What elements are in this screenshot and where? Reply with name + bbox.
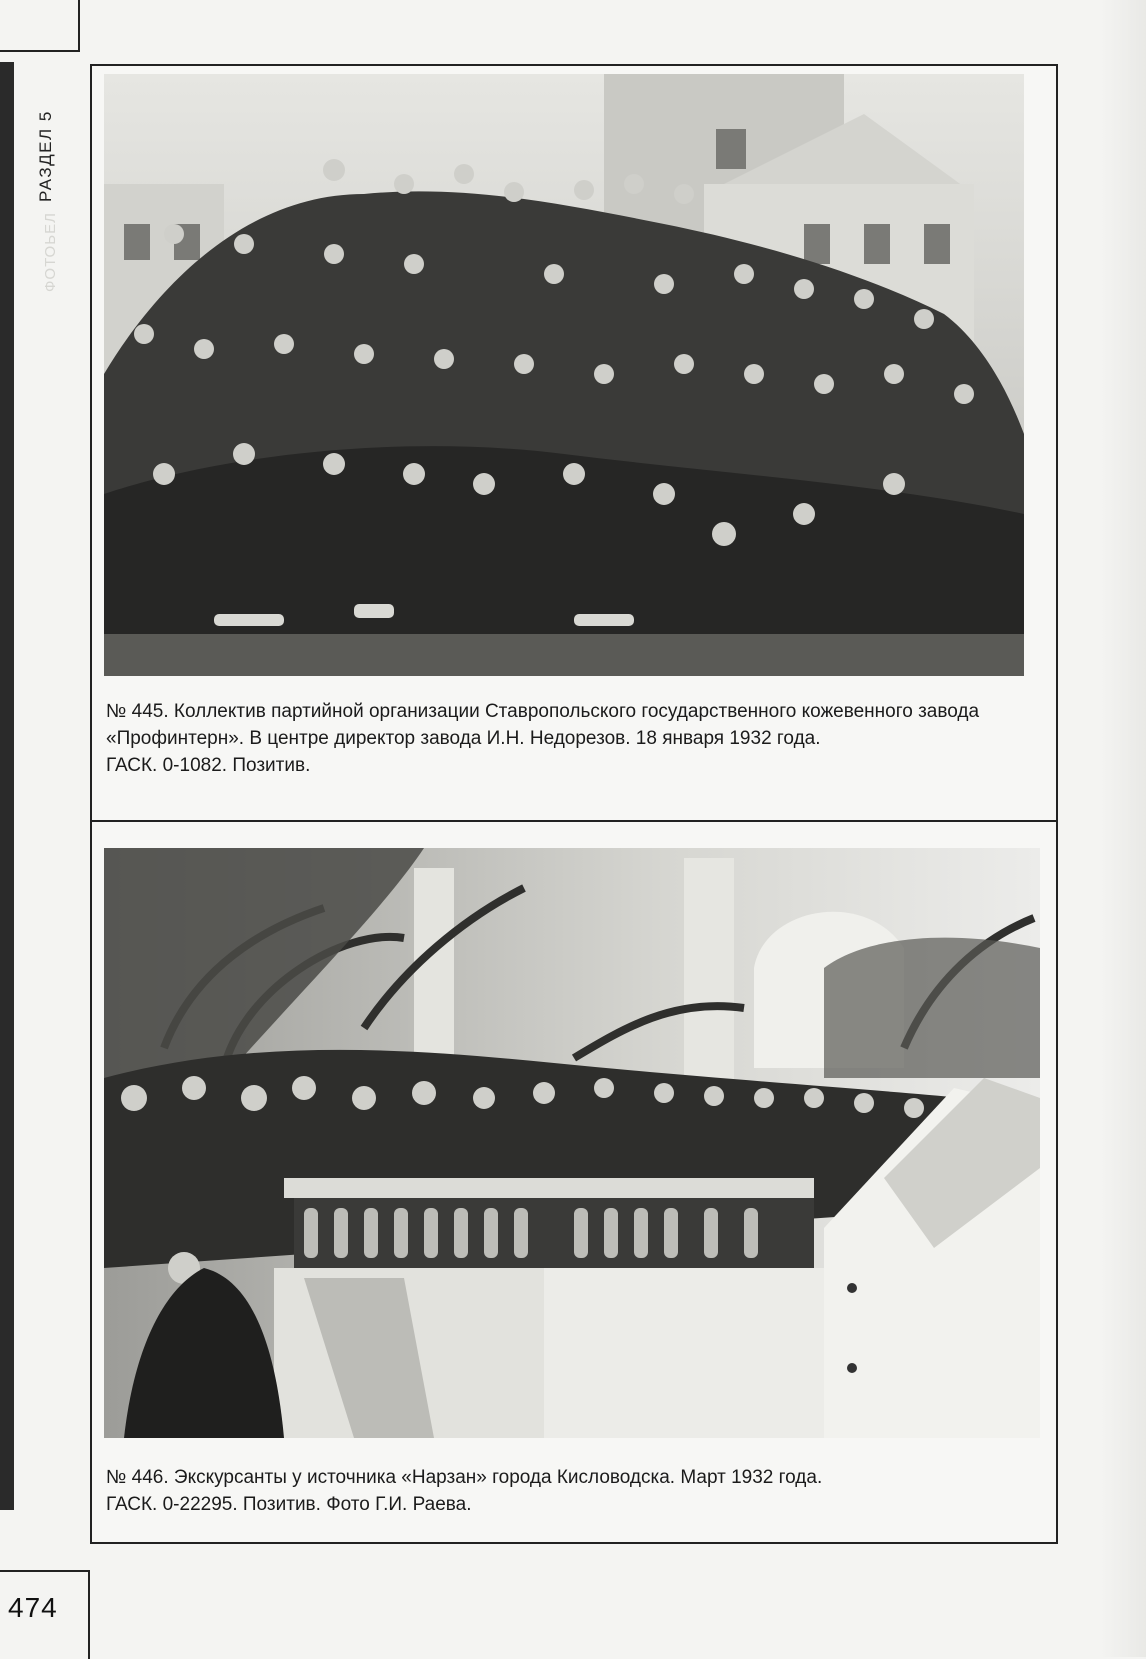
caption-445-text: № 445. Коллектив партийной организации Ставропольского государственного кожевенного завода «Профинтерн». В центре директор завода И.Н. Недорезов. 18 января 1932 года. <box>106 701 980 749</box>
frame-divider <box>92 820 1056 822</box>
left-dark-strip <box>0 62 14 1510</box>
figures-frame <box>90 64 1058 1544</box>
caption-446-source: ГАСК. 0-22295. Позитив. Фото Г.И. Раева. <box>106 1494 472 1515</box>
caption-445-source: ГАСК. 0-1082. Позитив. <box>106 755 311 776</box>
caption-445 <box>106 698 1046 779</box>
page-right-edge <box>1100 0 1146 1657</box>
page-number: 474 <box>8 1592 58 1623</box>
ghost-label <box>34 210 64 300</box>
page-number-box <box>0 1570 90 1659</box>
hall-group-photo-icon <box>104 848 1040 1438</box>
caption-446 <box>106 1464 1046 1518</box>
section-label-text: РАЗДЕЛ 5 <box>36 110 55 202</box>
caption-446-text: № 446. Экскурсанты у источника «Нарзан» города Кисловодска. Март 1932 года. <box>106 1467 823 1488</box>
group-photo-icon <box>104 74 1024 676</box>
section-label <box>28 70 64 210</box>
ghost-label-text: ФОТОЬЕЛ <box>42 212 59 292</box>
top-left-corner-box <box>0 0 80 52</box>
